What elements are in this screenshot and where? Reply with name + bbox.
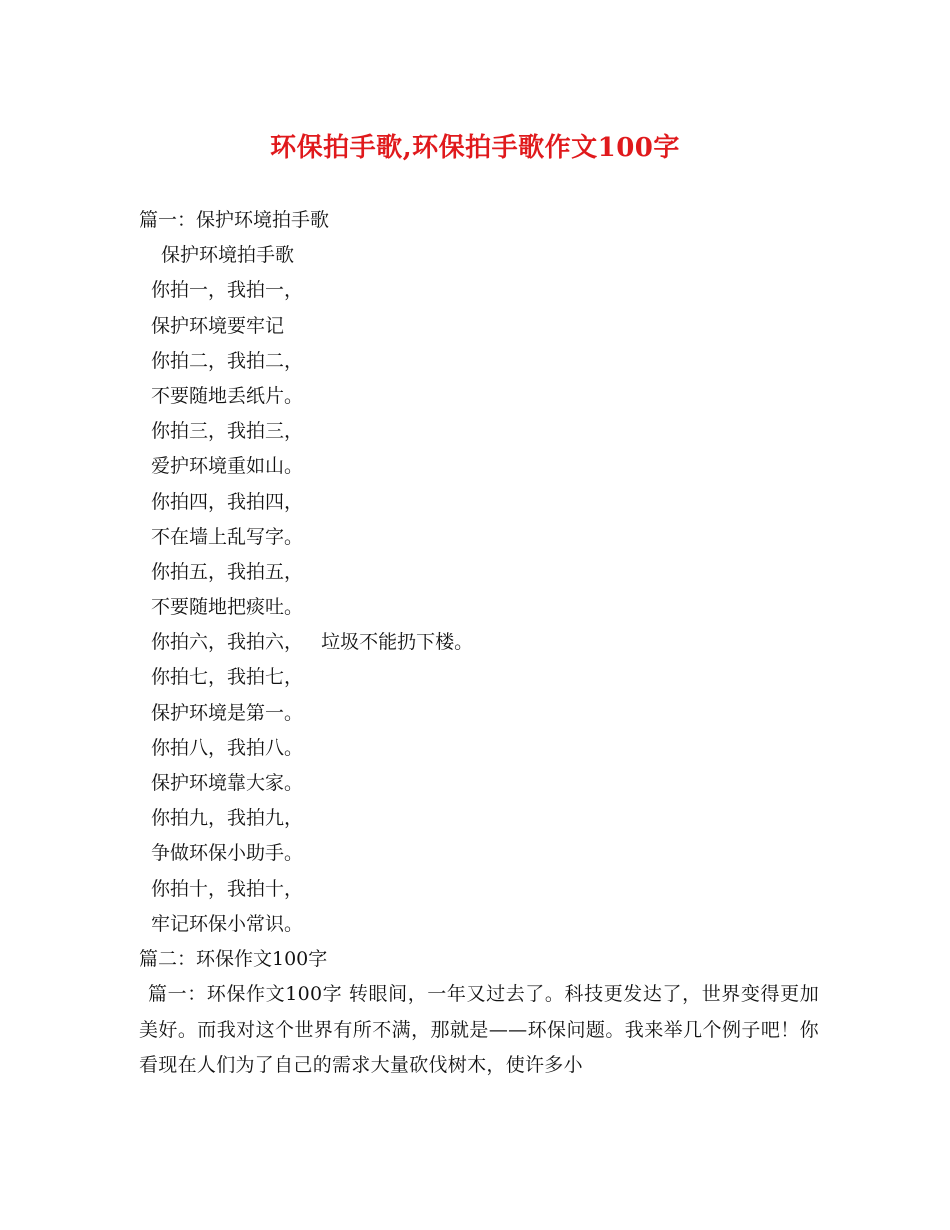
poem-line: 你拍九，我拍九，: [151, 807, 304, 830]
poem-line: 你拍六，我拍六， 垃圾不能扔下楼。: [151, 631, 474, 654]
poem-line: 爱护环境重如山。: [151, 455, 304, 478]
essay-paragraph: 篇一：环保作文100字 转眼间，一年又过去了。科技更发达了，世界变得更加美好。而我对这个世界有所不满，那就是——环保问题。我来举几个例子吧！你看现在人们为了自己的需求大量砍伐树木，使许多小: [139, 983, 819, 1077]
poem-line: 不要随地把痰吐。: [151, 596, 304, 619]
poem-line: 不在墙上乱写字。: [151, 525, 304, 548]
document-title: 环保拍手歌,环保拍手歌作文100字: [270, 133, 680, 163]
poem-line: 你拍二，我拍二，: [151, 349, 304, 372]
poem-line: 你拍八，我拍八。: [151, 736, 304, 759]
poem-line: 保护环境靠大家。: [151, 772, 304, 794]
poem-line: 保护环境是第一。: [151, 701, 304, 724]
poem-line: 你拍七，我拍七，: [151, 666, 304, 689]
section-heading: 篇二：环保作文100字: [139, 947, 328, 970]
poem-line: 保护环境要牢记: [151, 314, 285, 337]
poem-title: 保护环境拍手歌: [161, 244, 295, 267]
poem-line: 你拍一，我拍一，: [151, 279, 304, 302]
poem-line: 你拍四，我拍四，: [151, 490, 304, 513]
poem-line: 你拍十，我拍十，: [151, 877, 304, 900]
poem-line: 不要随地丢纸片。: [151, 384, 304, 407]
poem-line: 你拍三，我拍三，: [151, 420, 304, 443]
section-heading: 篇一：保护环境拍手歌: [139, 209, 330, 231]
document-body: [139, 203, 819, 1084]
poem-line: 你拍五，我拍五，: [151, 560, 304, 583]
poem-line: 争做环保小助手。: [151, 842, 304, 865]
poem-line: 牢记环保小常识。: [151, 912, 304, 935]
